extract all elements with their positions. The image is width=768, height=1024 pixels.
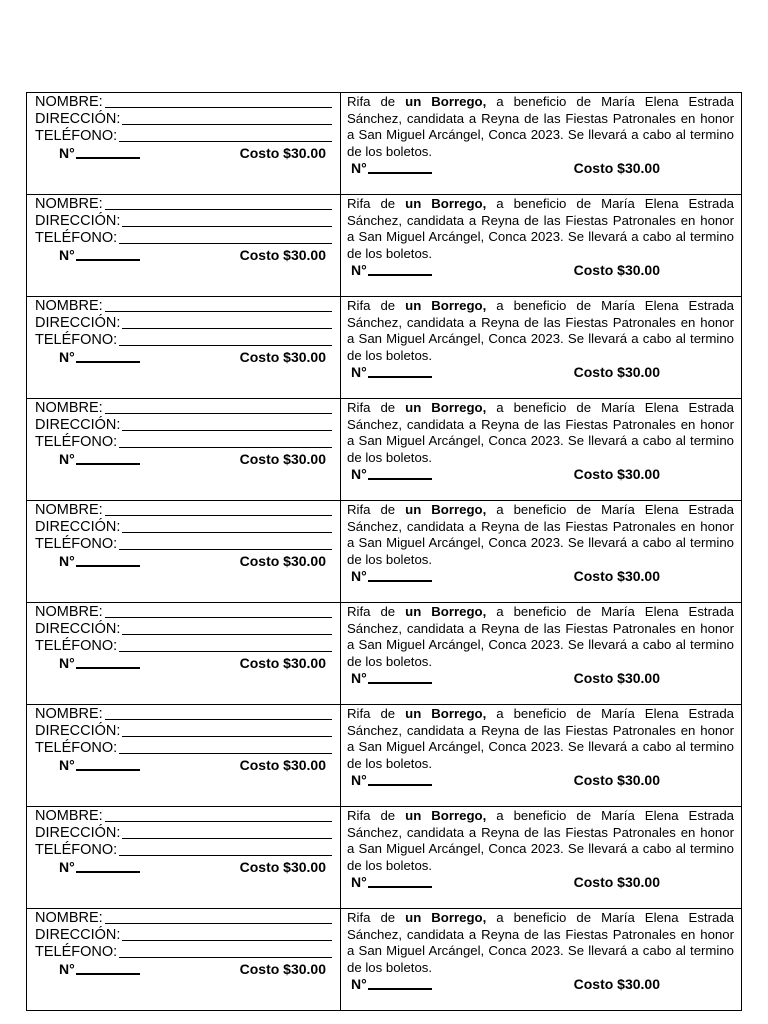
number-label: N° xyxy=(351,874,367,890)
telefono-field xyxy=(35,332,332,349)
direccion-label: DIRECCIÓN: xyxy=(35,621,121,637)
direccion-field xyxy=(35,111,332,128)
nombre-line[interactable] xyxy=(105,821,332,822)
number-label: N° xyxy=(59,349,75,365)
nombre-field xyxy=(35,706,332,723)
telefono-label: TELÉFONO: xyxy=(35,230,118,246)
stub-footer xyxy=(35,961,332,978)
direccion-field xyxy=(35,621,332,638)
ticket-footer xyxy=(347,568,734,585)
nombre-line[interactable] xyxy=(105,413,332,414)
prize-name: un Borrego, xyxy=(405,298,487,313)
telefono-field xyxy=(35,944,332,961)
stub-footer xyxy=(35,757,332,774)
nombre-label: NOMBRE: xyxy=(35,502,103,518)
direccion-label: DIRECCIÓN: xyxy=(35,519,121,535)
direccion-label: DIRECCIÓN: xyxy=(35,417,121,433)
direccion-field xyxy=(35,315,332,332)
ticket-number xyxy=(59,655,140,672)
telefono-label: TELÉFONO: xyxy=(35,128,118,144)
raffle-ticket-sheet xyxy=(26,92,742,1011)
direccion-field xyxy=(35,213,332,230)
ticket-footer xyxy=(347,160,734,177)
direccion-field xyxy=(35,723,332,740)
ticket-number xyxy=(59,757,140,774)
telefono-line[interactable] xyxy=(119,855,332,856)
telefono-line[interactable] xyxy=(119,345,332,346)
ticket-number xyxy=(59,451,140,468)
number-blank xyxy=(76,769,140,771)
ticket-body xyxy=(341,705,742,807)
ticket-number xyxy=(59,553,140,570)
number-label: N° xyxy=(59,247,75,263)
direccion-line[interactable] xyxy=(122,838,332,839)
ticket-body xyxy=(341,93,742,195)
number-blank xyxy=(368,682,432,684)
number-blank xyxy=(76,463,140,465)
ticket-number xyxy=(59,349,140,366)
telefono-label: TELÉFONO: xyxy=(35,740,118,756)
telefono-field xyxy=(35,434,332,451)
number-label: N° xyxy=(59,961,75,977)
nombre-label: NOMBRE: xyxy=(35,400,103,416)
nombre-field xyxy=(35,502,332,519)
raffle-description: Rifa de un Borrego, a beneficio de María Elena Estrada Sánchez, candidata a Reyna de las Fiestas Patronales en honor a San Miguel Arcángel, Conca 2023. Se llevará a cabo al termino de los boletos. xyxy=(347,94,734,159)
prize-name: un Borrego, xyxy=(405,400,487,415)
nombre-field xyxy=(35,298,332,315)
ticket-number xyxy=(351,262,432,279)
telefono-label: TELÉFONO: xyxy=(35,842,118,858)
cost-label: Costo $30.00 xyxy=(573,568,660,584)
nombre-label: NOMBRE: xyxy=(35,604,103,620)
number-blank xyxy=(76,361,140,363)
ticket-stub xyxy=(27,705,341,807)
cost-label: Costo $30.00 xyxy=(573,160,660,176)
number-blank xyxy=(368,988,432,990)
number-label: N° xyxy=(351,466,367,482)
cost-label: Costo $30.00 xyxy=(239,961,326,977)
prize-name: un Borrego, xyxy=(405,604,487,619)
cost-label: Costo $30.00 xyxy=(573,262,660,278)
number-label: N° xyxy=(351,160,367,176)
stub-footer xyxy=(35,247,332,264)
number-blank xyxy=(368,478,432,480)
nombre-line[interactable] xyxy=(105,617,332,618)
direccion-label: DIRECCIÓN: xyxy=(35,825,121,841)
ticket-number xyxy=(351,976,432,993)
telefono-line[interactable] xyxy=(119,957,332,958)
raffle-ticket xyxy=(27,93,742,195)
telefono-field xyxy=(35,128,332,145)
nombre-line[interactable] xyxy=(105,209,332,210)
number-blank xyxy=(368,274,432,276)
nombre-line[interactable] xyxy=(105,923,332,924)
ticket-number xyxy=(351,160,432,177)
raffle-ticket xyxy=(27,501,742,603)
ticket-stub xyxy=(27,195,341,297)
direccion-line[interactable] xyxy=(122,124,332,125)
telefono-line[interactable] xyxy=(119,243,332,244)
number-label: N° xyxy=(59,553,75,569)
direccion-field xyxy=(35,825,332,842)
cost-label: Costo $30.00 xyxy=(573,670,660,686)
ticket-footer xyxy=(347,874,734,891)
ticket-footer xyxy=(347,670,734,687)
ticket-stub xyxy=(27,297,341,399)
ticket-number xyxy=(59,145,140,162)
stub-footer xyxy=(35,349,332,366)
number-blank xyxy=(76,157,140,159)
ticket-stub xyxy=(27,909,341,1011)
prize-name: un Borrego, xyxy=(405,706,487,721)
telefono-line[interactable] xyxy=(119,651,332,652)
telefono-line[interactable] xyxy=(119,447,332,448)
direccion-line[interactable] xyxy=(122,226,332,227)
prize-name: un Borrego, xyxy=(405,910,487,925)
ticket-number xyxy=(59,961,140,978)
cost-label: Costo $30.00 xyxy=(239,553,326,569)
cost-label: Costo $30.00 xyxy=(573,772,660,788)
ticket-number xyxy=(351,874,432,891)
nombre-label: NOMBRE: xyxy=(35,808,103,824)
prize-name: un Borrego, xyxy=(405,94,487,109)
nombre-line[interactable] xyxy=(105,515,332,516)
direccion-field xyxy=(35,519,332,536)
stub-footer xyxy=(35,145,332,162)
direccion-field xyxy=(35,927,332,944)
telefono-field xyxy=(35,536,332,553)
number-blank xyxy=(368,886,432,888)
number-blank xyxy=(368,172,432,174)
ticket-body xyxy=(341,807,742,909)
nombre-label: NOMBRE: xyxy=(35,706,103,722)
ticket-body xyxy=(341,603,742,705)
raffle-description: Rifa de un Borrego, a beneficio de María Elena Estrada Sánchez, candidata a Reyna de las Fiestas Patronales en honor a San Miguel Arcángel, Conca 2023. Se llevará a cabo al termino de los boletos. xyxy=(347,400,734,465)
number-label: N° xyxy=(351,364,367,380)
raffle-ticket xyxy=(27,297,742,399)
ticket-number xyxy=(351,670,432,687)
telefono-label: TELÉFONO: xyxy=(35,536,118,552)
ticket-number xyxy=(351,466,432,483)
nombre-field xyxy=(35,94,332,111)
nombre-label: NOMBRE: xyxy=(35,94,103,110)
number-label: N° xyxy=(351,568,367,584)
telefono-field xyxy=(35,842,332,859)
stub-footer xyxy=(35,859,332,876)
stub-footer xyxy=(35,451,332,468)
number-blank xyxy=(76,565,140,567)
ticket-number xyxy=(351,364,432,381)
direccion-line[interactable] xyxy=(122,634,332,635)
nombre-label: NOMBRE: xyxy=(35,910,103,926)
nombre-label: NOMBRE: xyxy=(35,196,103,212)
telefono-line[interactable] xyxy=(119,549,332,550)
cost-label: Costo $30.00 xyxy=(239,349,326,365)
cost-label: Costo $30.00 xyxy=(573,364,660,380)
prize-name: un Borrego, xyxy=(405,502,487,517)
telefono-label: TELÉFONO: xyxy=(35,434,118,450)
ticket-number xyxy=(351,772,432,789)
number-blank xyxy=(368,784,432,786)
direccion-line[interactable] xyxy=(122,430,332,431)
number-label: N° xyxy=(59,859,75,875)
direccion-field xyxy=(35,417,332,434)
ticket-body xyxy=(341,909,742,1011)
nombre-line[interactable] xyxy=(105,311,332,312)
number-label: N° xyxy=(59,145,75,161)
ticket-body xyxy=(341,195,742,297)
ticket-body xyxy=(341,399,742,501)
cost-label: Costo $30.00 xyxy=(239,247,326,263)
nombre-field xyxy=(35,400,332,417)
nombre-field xyxy=(35,196,332,213)
number-label: N° xyxy=(351,976,367,992)
number-label: N° xyxy=(59,757,75,773)
raffle-description: Rifa de un Borrego, a beneficio de María Elena Estrada Sánchez, candidata a Reyna de las Fiestas Patronales en honor a San Miguel Arcángel, Conca 2023. Se llevará a cabo al termino de los boletos. xyxy=(347,298,734,363)
raffle-ticket xyxy=(27,909,742,1011)
direccion-label: DIRECCIÓN: xyxy=(35,927,121,943)
direccion-label: DIRECCIÓN: xyxy=(35,213,121,229)
cost-label: Costo $30.00 xyxy=(573,466,660,482)
cost-label: Costo $30.00 xyxy=(239,451,326,467)
raffle-description: Rifa de un Borrego, a beneficio de María Elena Estrada Sánchez, candidata a Reyna de las Fiestas Patronales en honor a San Miguel Arcángel, Conca 2023. Se llevará a cabo al termino de los boletos. xyxy=(347,706,734,771)
raffle-ticket xyxy=(27,195,742,297)
raffle-description: Rifa de un Borrego, a beneficio de María Elena Estrada Sánchez, candidata a Reyna de las Fiestas Patronales en honor a San Miguel Arcángel, Conca 2023. Se llevará a cabo al termino de los boletos. xyxy=(347,808,734,873)
nombre-line[interactable] xyxy=(105,107,332,108)
ticket-number xyxy=(351,568,432,585)
raffle-ticket xyxy=(27,399,742,501)
direccion-line[interactable] xyxy=(122,328,332,329)
direccion-line[interactable] xyxy=(122,940,332,941)
cost-label: Costo $30.00 xyxy=(573,874,660,890)
direccion-label: DIRECCIÓN: xyxy=(35,723,121,739)
raffle-ticket xyxy=(27,807,742,909)
nombre-line[interactable] xyxy=(105,719,332,720)
ticket-stub xyxy=(27,399,341,501)
raffle-ticket xyxy=(27,705,742,807)
raffle-description: Rifa de un Borrego, a beneficio de María Elena Estrada Sánchez, candidata a Reyna de las Fiestas Patronales en honor a San Miguel Arcángel, Conca 2023. Se llevará a cabo al termino de los boletos. xyxy=(347,910,734,975)
cost-label: Costo $30.00 xyxy=(239,145,326,161)
ticket-stub xyxy=(27,501,341,603)
cost-label: Costo $30.00 xyxy=(239,757,326,773)
telefono-label: TELÉFONO: xyxy=(35,332,118,348)
nombre-field xyxy=(35,604,332,621)
ticket-stub xyxy=(27,603,341,705)
raffle-description: Rifa de un Borrego, a beneficio de María Elena Estrada Sánchez, candidata a Reyna de las Fiestas Patronales en honor a San Miguel Arcángel, Conca 2023. Se llevará a cabo al termino de los boletos. xyxy=(347,196,734,261)
ticket-footer xyxy=(347,466,734,483)
telefono-field xyxy=(35,638,332,655)
number-label: N° xyxy=(351,772,367,788)
telefono-label: TELÉFONO: xyxy=(35,638,118,654)
raffle-description: Rifa de un Borrego, a beneficio de María Elena Estrada Sánchez, candidata a Reyna de las Fiestas Patronales en honor a San Miguel Arcángel, Conca 2023. Se llevará a cabo al termino de los boletos. xyxy=(347,502,734,567)
cost-label: Costo $30.00 xyxy=(239,859,326,875)
prize-name: un Borrego, xyxy=(405,196,487,211)
raffle-description: Rifa de un Borrego, a beneficio de María Elena Estrada Sánchez, candidata a Reyna de las Fiestas Patronales en honor a San Miguel Arcángel, Conca 2023. Se llevará a cabo al termino de los boletos. xyxy=(347,604,734,669)
ticket-stub xyxy=(27,93,341,195)
stub-footer xyxy=(35,655,332,672)
number-blank xyxy=(368,376,432,378)
ticket-footer xyxy=(347,772,734,789)
direccion-line[interactable] xyxy=(122,736,332,737)
cost-label: Costo $30.00 xyxy=(239,655,326,671)
ticket-footer xyxy=(347,262,734,279)
number-blank xyxy=(76,973,140,975)
stub-footer xyxy=(35,553,332,570)
direccion-line[interactable] xyxy=(122,532,332,533)
number-blank xyxy=(76,259,140,261)
ticket-footer xyxy=(347,976,734,993)
telefono-line[interactable] xyxy=(119,141,332,142)
telefono-field xyxy=(35,740,332,757)
number-label: N° xyxy=(351,670,367,686)
telefono-field xyxy=(35,230,332,247)
ticket-body xyxy=(341,297,742,399)
telefono-label: TELÉFONO: xyxy=(35,944,118,960)
number-label: N° xyxy=(59,451,75,467)
direccion-label: DIRECCIÓN: xyxy=(35,315,121,331)
prize-name: un Borrego, xyxy=(405,808,487,823)
telefono-line[interactable] xyxy=(119,753,332,754)
number-blank xyxy=(368,580,432,582)
number-label: N° xyxy=(351,262,367,278)
direccion-label: DIRECCIÓN: xyxy=(35,111,121,127)
number-label: N° xyxy=(59,655,75,671)
number-blank xyxy=(76,667,140,669)
ticket-footer xyxy=(347,364,734,381)
nombre-field xyxy=(35,910,332,927)
ticket-stub xyxy=(27,807,341,909)
number-blank xyxy=(76,871,140,873)
nombre-label: NOMBRE: xyxy=(35,298,103,314)
cost-label: Costo $30.00 xyxy=(573,976,660,992)
raffle-ticket xyxy=(27,603,742,705)
ticket-number xyxy=(59,247,140,264)
ticket-number xyxy=(59,859,140,876)
ticket-body xyxy=(341,501,742,603)
nombre-field xyxy=(35,808,332,825)
